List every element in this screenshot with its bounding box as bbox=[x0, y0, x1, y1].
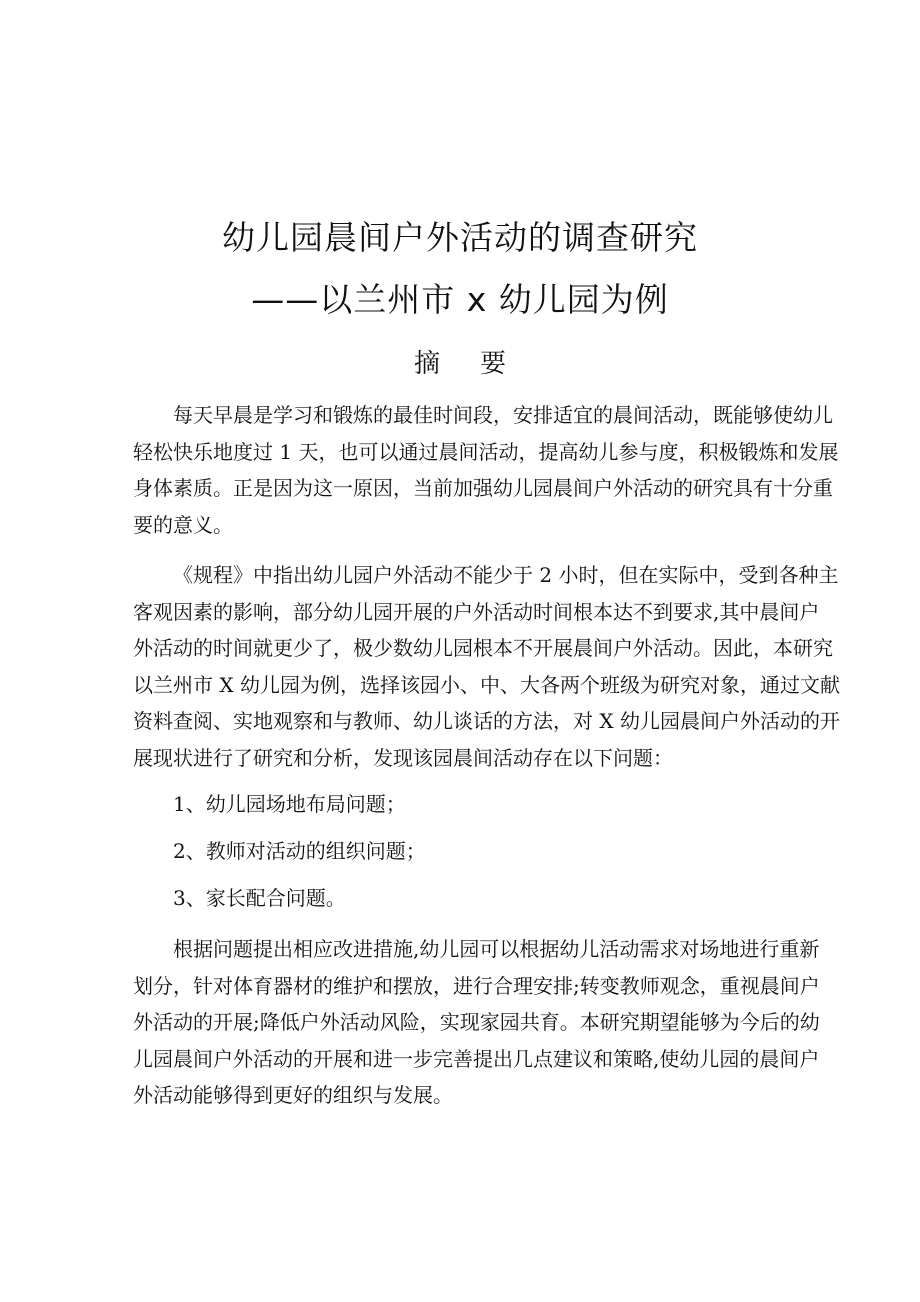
title-line-1: 幼儿园晨间户外活动的调查研究 bbox=[222, 218, 698, 257]
problem-list-item-3: 3、家长配合问题。 bbox=[173, 886, 346, 910]
paragraph-line: 以兰州市 X 幼儿园为例，选择该园小、中、大各两个班级为研究对象，通过文献 bbox=[133, 672, 840, 697]
paragraph-line: 《规程》中指出幼儿园户外活动不能少于 2 小时，但在实际中，受到各种主 bbox=[173, 563, 839, 587]
problem-list-item-1: 1、幼儿园场地布局问题； bbox=[173, 792, 406, 816]
paragraph-line: 展现状进行了研究和分析，发现该园晨间活动存在以下问题： bbox=[133, 745, 673, 770]
paragraph-line: 客观因素的影响，部分幼儿园开展的户外活动时间根本达不到要求,其中晨间户 bbox=[133, 599, 820, 624]
paragraph-line: 儿园晨间户外活动的开展和进一步完善提出几点建议和策略,使幼儿园的晨间户 bbox=[133, 1046, 820, 1071]
title-line-2: ——以兰州市 x 幼儿园为例 bbox=[251, 280, 669, 319]
paragraph-line: 资料查阅、实地观察和与教师、幼儿谈话的方法，对 X 幼儿园晨间户外活动的开 bbox=[133, 709, 840, 733]
abstract-paragraph-3 bbox=[133, 931, 820, 1114]
paragraph-line: 外活动的开展;降低户外活动风险，实现家园共育。本研究期望能够为今后的幼 bbox=[133, 1010, 820, 1034]
paragraph-line: 外活动的时间就更少了，极少数幼儿园根本不开展晨间户外活动。因此，本研究 bbox=[133, 636, 833, 660]
paragraph-line: 外活动能够得到更好的组织与发展。 bbox=[133, 1083, 453, 1107]
abstract-heading: 摘要 bbox=[413, 349, 546, 379]
paragraph-line: 每天早晨是学习和锻炼的最佳时间段，安排适宜的晨间活动，既能够使幼儿 bbox=[173, 403, 833, 427]
paragraph-line: 划分，针对体育器材的维护和摆放，进行合理安排;转变教师观念，重视晨间户 bbox=[133, 973, 820, 998]
paragraph-line: 轻松快乐地度过 1 天，也可以通过晨间活动，提高幼儿参与度，积极锻炼和发展 bbox=[133, 439, 839, 464]
paragraph-line: 身体素质。正是因为这一原因，当前加强幼儿园晨间户外活动的研究具有十分重 bbox=[133, 476, 833, 500]
abstract-paragraph-1 bbox=[133, 397, 839, 543]
paragraph-line: 要的意义。 bbox=[133, 512, 233, 537]
paragraph-line: 根据问题提出相应改进措施,幼儿园可以根据幼儿活动需求对场地进行重新 bbox=[173, 937, 820, 961]
problem-list-item-2: 2、教师对活动的组织问题； bbox=[173, 839, 426, 863]
abstract-paragraph-2 bbox=[133, 557, 840, 776]
